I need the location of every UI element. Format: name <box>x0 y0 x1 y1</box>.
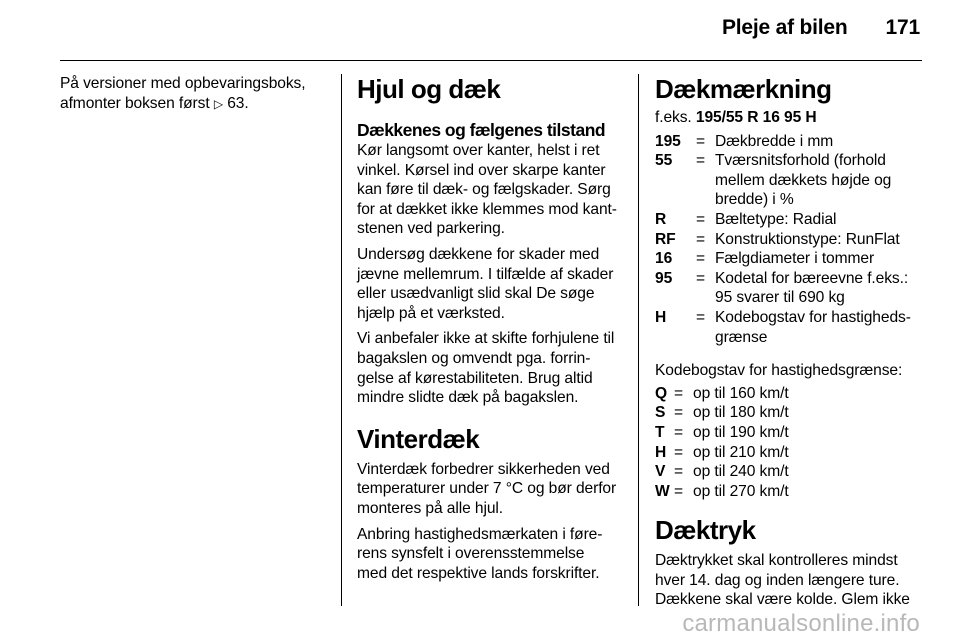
speed-code-value: op til 160 km/t <box>693 384 789 402</box>
text-line: stenen ved parkering. <box>357 220 505 238</box>
winter-paragraphs <box>357 460 625 584</box>
text-line: Dækkene skal være kolde. Glem ikke <box>655 591 910 609</box>
section-heading-winter: Vinterdæk <box>357 423 480 454</box>
column-divider-left <box>341 74 342 606</box>
definition-value <box>715 308 925 347</box>
text-line: jævne mellemrum. I tilfælde af skader <box>357 265 614 283</box>
speed-code-value: op til 180 km/t <box>693 404 789 422</box>
tyre-size-example <box>655 108 925 128</box>
definition-value <box>715 230 925 250</box>
definition-line: grænse <box>715 328 768 346</box>
text-line: Anbring hastighedsmærkaten i føre- <box>357 525 603 543</box>
paragraph <box>357 141 625 239</box>
text-line: Vinterdæk forbedrer sikkerheden ved <box>357 460 610 478</box>
definition-equals: = <box>696 308 706 326</box>
left-column <box>60 74 330 114</box>
paragraph <box>357 329 625 407</box>
definition-line: Dækbredde i mm <box>715 132 834 150</box>
definition-value <box>715 132 925 152</box>
definition-row <box>655 269 925 308</box>
header-rule <box>60 60 922 61</box>
definition-line: Bæltetype: Radial <box>715 210 837 228</box>
speed-code-equals: = <box>674 443 684 461</box>
definition-key: RF <box>655 230 676 248</box>
speed-code-equals: = <box>674 463 684 481</box>
page-reference[interactable]: 63. <box>227 94 249 112</box>
speed-code-value: op til 270 km/t <box>693 482 789 500</box>
speed-code-key: Q <box>655 384 668 402</box>
definition-line: mellem dækkets højde og <box>715 171 892 189</box>
text-line: for at dækket ikke klemmes mod kant- <box>357 200 617 218</box>
definition-row <box>655 210 925 230</box>
speed-code-key: T <box>655 423 665 441</box>
page-number: 171 <box>885 16 920 39</box>
speed-code-intro: Kodebogstav for hastighedsgrænse: <box>655 362 903 380</box>
definition-key: H <box>655 308 667 326</box>
speed-code-row <box>655 443 925 463</box>
definition-key: R <box>655 210 667 228</box>
text-line: kan føre til dæk- og fælgskader. Sørg <box>357 181 611 199</box>
example-prefix: f.eks. <box>655 109 692 126</box>
text-line: hver 14. dag og inden længere ture. <box>655 571 900 589</box>
left-text-line-content: afmonter boksen først <box>60 94 210 112</box>
speed-code-key: S <box>655 404 666 422</box>
definition-line: Kodebogstav for hastigheds- <box>715 308 911 326</box>
speed-code-row <box>655 384 925 404</box>
text-line: Dæktrykket skal kontrolleres mindst <box>655 552 898 570</box>
speed-code-value: op til 240 km/t <box>693 463 789 481</box>
speed-code-equals: = <box>674 384 684 402</box>
speed-code-value: op til 210 km/t <box>693 443 789 461</box>
definition-key: 195 <box>655 132 681 150</box>
definition-equals: = <box>696 269 706 287</box>
speed-code-key: V <box>655 463 666 481</box>
text-line: Kør langsomt over kanter, helst i ret <box>357 142 600 159</box>
text-line: bagakslen og omvendt pga. forrin- <box>357 349 591 367</box>
left-text-line <box>60 94 330 115</box>
page-reference-arrow-icon: ▷ <box>213 96 223 111</box>
speed-code-row <box>655 462 925 482</box>
text-line: med det respektive lands forskrifter. <box>357 564 600 582</box>
definition-value <box>715 249 925 269</box>
paragraph <box>357 460 625 519</box>
text-line: mindre slidte dæk på bagakslen. <box>357 389 579 407</box>
definition-line: 95 svarer til 690 kg <box>715 289 845 307</box>
definition-key: 16 <box>655 250 673 268</box>
text-line: gelse af kørestabiliteten. Brug altid <box>357 369 593 387</box>
speed-code-list <box>655 384 925 502</box>
paragraph <box>357 525 625 584</box>
definition-equals: = <box>696 210 706 228</box>
definition-key: 55 <box>655 152 673 170</box>
paragraph <box>357 245 625 323</box>
section-heading-wheels: Hjul og dæk <box>357 74 501 104</box>
definition-row <box>655 230 925 250</box>
pressure-paragraph <box>655 551 925 610</box>
example-value: 195/55 R 16 95 H <box>695 109 817 126</box>
definition-equals: = <box>696 132 706 150</box>
definition-value <box>715 269 925 308</box>
header-title: Pleje af bilen <box>721 16 848 39</box>
speed-code-row <box>655 403 925 423</box>
speed-code-key: W <box>655 482 670 500</box>
page-header <box>722 16 920 40</box>
definition-row <box>655 249 925 269</box>
definition-key: 95 <box>655 269 673 287</box>
middle-column <box>357 74 625 589</box>
condition-paragraphs <box>357 141 625 408</box>
definition-equals: = <box>696 152 706 170</box>
tyre-code-definitions <box>655 132 925 348</box>
subheading-condition: Dækkenes og fælgenes tilstand <box>357 120 606 140</box>
definition-value <box>715 151 925 210</box>
text-line: eller usædvanligt slid skal De søge <box>357 285 595 303</box>
definition-equals: = <box>696 250 706 268</box>
text-line: Vi anbefaler ikke at skifte forhjulene til <box>357 330 615 348</box>
definition-row <box>655 132 925 152</box>
definition-line: bredde) i % <box>715 191 794 209</box>
text-line: rens synsfelt i overensstemmelse <box>357 545 585 563</box>
column-divider-right <box>638 74 639 606</box>
speed-code-key: H <box>655 443 667 461</box>
definition-row <box>655 308 925 347</box>
text-line: monteres på alle hjul. <box>357 499 504 517</box>
text-line: temperaturer under 7 °C og bør derfor <box>357 480 617 498</box>
right-column <box>655 74 925 610</box>
text-line: Undersøg dækkene for skader med <box>357 245 600 263</box>
speed-code-equals: = <box>674 423 684 441</box>
watermark: carmanualsonline.info <box>682 610 920 637</box>
speed-code-row <box>655 423 925 443</box>
definition-line: Kodetal for bæreevne f.eks.: <box>715 269 909 287</box>
left-text-line: På versioner med opbevaringsboks, <box>60 75 306 92</box>
definition-line: Tværsnitsforhold (forhold <box>715 152 886 170</box>
speed-code-equals: = <box>674 482 684 500</box>
definition-row <box>655 151 925 210</box>
section-heading-marking: Dækmærkning <box>655 74 832 104</box>
definition-line: Konstruktionstype: RunFlat <box>715 230 900 248</box>
definition-value <box>715 210 925 230</box>
definition-equals: = <box>696 230 706 248</box>
section-heading-pressure: Dæktryk <box>655 515 756 546</box>
speed-code-row <box>655 482 925 502</box>
speed-code-equals: = <box>674 404 684 422</box>
speed-code-value: op til 190 km/t <box>693 423 789 441</box>
text-line: vinkel. Kørsel ind over skarpe kanter <box>357 161 606 179</box>
definition-line: Fælgdiameter i tommer <box>715 250 875 268</box>
text-line: hjælp på et værksted. <box>357 304 505 322</box>
